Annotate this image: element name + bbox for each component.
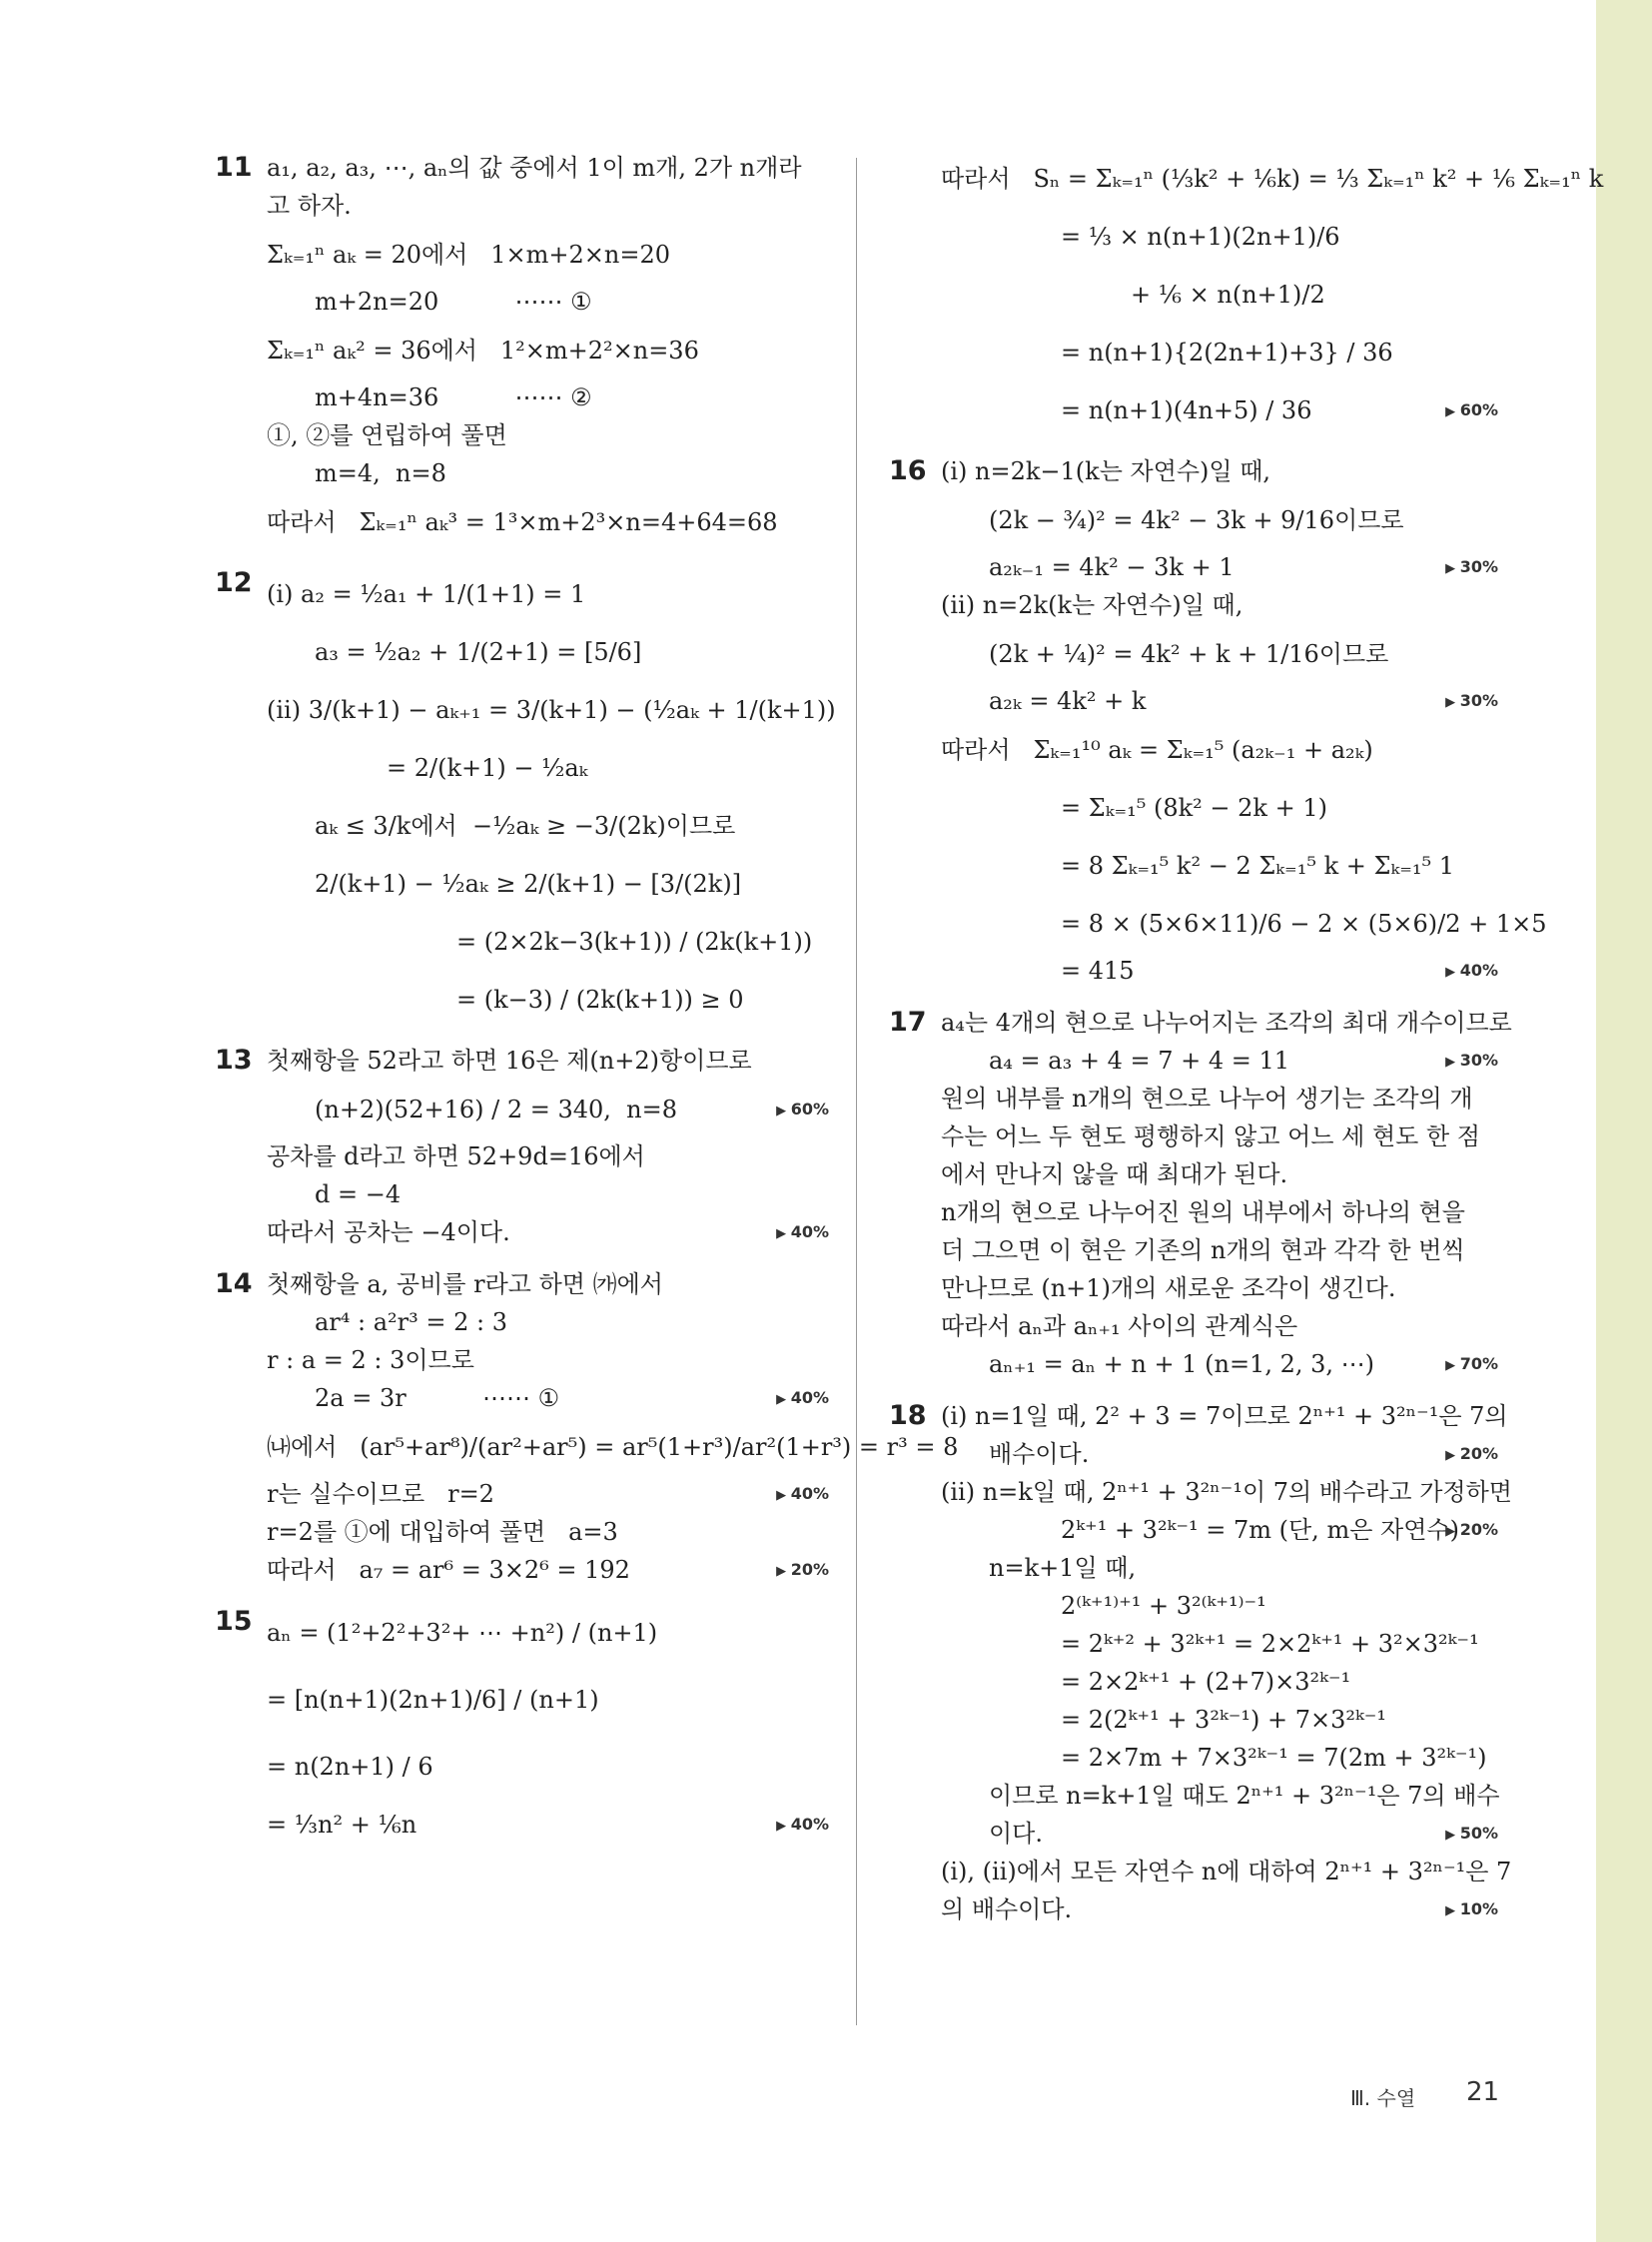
solution-text: ㈏에서 (ar⁵+ar⁸)/(ar²+ar⁵) = ar⁵(1+r³)/ar²(1+r³) = r³ = 8: [267, 1433, 959, 1461]
solution-body: [267, 150, 829, 551]
solution-line: [941, 1816, 1498, 1854]
solution-line: [267, 1418, 959, 1476]
solution-line: [267, 1604, 829, 1662]
solution-body: [941, 1005, 1512, 1384]
solution-line: [267, 322, 829, 379]
solution-text: n=k+1일 때,: [989, 1554, 1137, 1582]
score-percent-badge: ▶ 20%: [1445, 1512, 1498, 1550]
solution-text: = 2ᵏ⁺² + 3²ᵏ⁺¹ = 2×2ᵏ⁺¹ + 3²×3²ᵏ⁻¹: [1061, 1630, 1479, 1658]
solution-body: [267, 1043, 829, 1252]
solution-line: [267, 1043, 829, 1081]
solution-text: 따라서 Σₖ₌₁¹⁰ aₖ = Σₖ₌₁⁵ (a₂ₖ₋₁ + a₂ₖ): [941, 736, 1373, 764]
solution-text: 첫째항을 52라고 하면 16은 제(n+2)항이므로: [267, 1047, 752, 1075]
problem-18: [889, 1398, 1512, 1929]
solution-text: 따라서 공차는 −4이다.: [267, 1218, 510, 1246]
page-number: 21: [1466, 2077, 1500, 2107]
problem-13: [215, 1043, 829, 1252]
solution-line: [941, 895, 1547, 953]
solution-text: 2⁽ᵏ⁺¹⁾⁺¹ + 3²⁽ᵏ⁺¹⁾⁻¹: [1061, 1592, 1266, 1620]
solution-text: r는 실수이므로 r=2: [267, 1480, 494, 1508]
solution-text: = ⅓n² + ⅙n: [267, 1811, 417, 1839]
solution-line: [941, 381, 1498, 439]
solution-text: = ⅓ × n(n+1)(2n+1)/6: [1061, 223, 1340, 251]
score-percent-badge: ▶ 40%: [776, 1214, 829, 1252]
solution-line: [941, 1232, 1498, 1270]
solution-line: [941, 1550, 1498, 1588]
score-percent-badge: ▶ 10%: [1445, 1891, 1498, 1929]
problem-15: [215, 1604, 829, 1854]
problem-number: 12: [215, 567, 253, 598]
solution-line: [267, 188, 829, 226]
solution-line: [941, 1436, 1498, 1474]
solution-text: = 2/(k+1) − ½aₖ: [387, 754, 588, 782]
solution-text: a₂ₖ = 4k² + k: [989, 687, 1147, 715]
problem-number: 11: [215, 152, 253, 183]
solution-text: ar⁴ : a²r³ = 2 : 3: [315, 1308, 508, 1336]
problem-16: [889, 453, 1547, 991]
score-percent-badge: ▶ 40%: [776, 1796, 829, 1856]
solution-line: [941, 1664, 1498, 1702]
solution-text: Σₖ₌₁ⁿ aₖ² = 36에서 1²×m+2²×n=36: [267, 337, 699, 365]
solution-line: [267, 1476, 829, 1514]
score-percent-badge: ▶ 20%: [776, 1552, 829, 1590]
solution-line: [267, 1662, 829, 1738]
score-percent-badge: ▶ 30%: [1445, 1043, 1498, 1081]
solution-text: 따라서 aₙ과 aₙ₊₁ 사이의 관계식은: [941, 1312, 1298, 1340]
solution-text: 공차를 d라고 하면 52+9d=16에서: [267, 1142, 645, 1170]
solution-line: [267, 1176, 829, 1214]
page-side-band: [1596, 0, 1652, 2242]
solution-text: Σₖ₌₁ⁿ aₖ = 20에서 1×m+2×n=20: [267, 241, 670, 269]
problem-number: 15: [215, 1606, 253, 1637]
solution-line: [941, 1270, 1498, 1308]
solution-line: [941, 779, 1498, 837]
solution-text: m+4n=36 ⋯⋯ ②: [315, 383, 592, 411]
solution-text: = 8 × (5×6×11)/6 − 2 × (5×6)/2 + 1×5: [1061, 910, 1547, 938]
solution-line: [267, 1738, 829, 1796]
solution-line: [941, 324, 1498, 381]
solution-line: [941, 1156, 1498, 1194]
solution-line: [941, 266, 1498, 324]
solution-body: [941, 150, 1604, 439]
solution-text: (ⅰ) n=2k−1(k는 자연수)일 때,: [941, 457, 1271, 485]
solution-line: [267, 1342, 829, 1380]
solution-line: [941, 208, 1498, 266]
solution-text: aₙ₊₁ = aₙ + n + 1 (n=1, 2, 3, ⋯): [989, 1350, 1375, 1378]
solution-text: ①, ②를 연립하여 풀면: [267, 421, 507, 449]
solution-line: [941, 1005, 1512, 1043]
score-percent-badge: ▶ 60%: [776, 1081, 829, 1140]
solution-line: [267, 284, 829, 322]
problem-number: 16: [889, 455, 927, 486]
solution-text: 배수이다.: [989, 1440, 1090, 1468]
solution-text: n개의 현으로 나누어진 원의 내부에서 하나의 현을: [941, 1198, 1465, 1226]
solution-body: [941, 453, 1547, 991]
solution-text: 2/(k+1) − ½aₖ ≥ 2/(k+1) − [3/(2k)]: [315, 870, 742, 898]
score-percent-badge: ▶ 20%: [1445, 1436, 1498, 1474]
solution-text: 의 배수이다.: [941, 1895, 1073, 1923]
solution-line: [941, 491, 1498, 549]
solution-text: (ⅰ) a₂ = ½a₁ + 1/(1+1) = 1: [267, 580, 586, 608]
solution-text: + ⅙ × n(n+1)/2: [1131, 281, 1325, 309]
solution-text: = 2×2ᵏ⁺¹ + (2+7)×3²ᵏ⁻¹: [1061, 1668, 1351, 1696]
problem-number: 13: [215, 1045, 253, 1076]
footer-section-label: Ⅲ. 수열: [1350, 2086, 1416, 2110]
solution-line: [267, 493, 829, 551]
solution-body: [267, 565, 836, 1029]
solution-text: = 2(2ᵏ⁺¹ + 3²ᵏ⁻¹) + 7×3²ᵏ⁻¹: [1061, 1706, 1387, 1734]
solution-text: (n+2)(52+16) / 2 = 340, n=8: [315, 1096, 677, 1123]
solution-text: 더 그으면 이 현은 기존의 n개의 현과 각각 한 번씩: [941, 1236, 1465, 1264]
solution-line: [267, 855, 829, 913]
problem-12: [215, 565, 836, 1029]
problem-continued: [889, 150, 1604, 439]
solution-text: 이다.: [989, 1820, 1043, 1848]
solution-line: [941, 587, 1498, 625]
solution-text: aₖ ≤ 3/k에서 −½aₖ ≥ −3/(2k)이므로: [315, 812, 736, 840]
solution-text: (ⅱ) n=k일 때, 2ⁿ⁺¹ + 3²ⁿ⁻¹이 7의 배수라고 가정하면: [941, 1478, 1512, 1506]
solution-text: a₁, a₂, a₃, ⋯, aₙ의 값 중에서 1이 m개, 2가 n개라: [267, 154, 802, 182]
solution-text: a₄는 4개의 현으로 나누어지는 조각의 최대 개수이므로: [941, 1009, 1512, 1037]
score-percent-badge: ▶ 70%: [1445, 1346, 1498, 1384]
solution-line: [941, 1588, 1498, 1626]
solution-line: [267, 971, 829, 1029]
solution-text: a₂ₖ₋₁ = 4k² − 3k + 1: [989, 553, 1235, 581]
solution-line: [941, 1702, 1498, 1740]
right-column: [889, 150, 1604, 1943]
solution-text: a₃ = ½a₂ + 1/(2+1) = [5/6]: [315, 638, 642, 666]
score-percent-badge: ▶ 50%: [1445, 1816, 1498, 1854]
solution-text: 첫째항을 a, 공비를 r라고 하면 ㈎에서: [267, 1270, 663, 1298]
solution-text: m+2n=20 ⋯⋯ ①: [315, 288, 592, 316]
solution-text: (ⅰ), (ⅱ)에서 모든 자연수 n에 대하여 2ⁿ⁺¹ + 3²ⁿ⁻¹은 7: [941, 1858, 1512, 1885]
solution-text: (ⅱ) n=2k(k는 자연수)일 때,: [941, 591, 1243, 619]
solution-text: (2k + ¼)² = 4k² + k + 1/16이므로: [989, 640, 1389, 668]
solution-line: [941, 1081, 1498, 1119]
solution-line: [941, 1308, 1498, 1346]
solution-line: [941, 1346, 1498, 1384]
solution-line: [941, 683, 1498, 721]
solution-line: [267, 739, 829, 797]
solution-text: 따라서 Sₙ = Σₖ₌₁ⁿ (⅓k² + ⅙k) = ⅓ Σₖ₌₁ⁿ k² + ⅙ Σₖ₌₁ⁿ k: [941, 165, 1604, 193]
solution-line: [941, 549, 1498, 587]
solution-line: [941, 1891, 1498, 1929]
solution-text: m=4, n=8: [315, 459, 446, 487]
solution-text: = [n(n+1)(2n+1)/6] / (n+1): [267, 1686, 599, 1714]
solution-text: = 2×7m + 7×3²ᵏ⁻¹ = 7(2m + 3²ᵏ⁻¹): [1061, 1744, 1487, 1772]
solution-line: [941, 837, 1498, 895]
solution-line: [267, 681, 836, 739]
score-percent-badge: ▶ 40%: [1445, 953, 1498, 991]
score-percent-badge: ▶ 60%: [1445, 381, 1498, 441]
solution-text: 만나므로 (n+1)개의 새로운 조각이 생긴다.: [941, 1274, 1396, 1302]
problem-number: 17: [889, 1007, 927, 1038]
solution-text: 수는 어느 두 현도 평행하지 않고 어느 세 현도 한 점: [941, 1122, 1480, 1150]
problem-number: 18: [889, 1400, 927, 1431]
solution-line: [941, 1778, 1498, 1816]
solution-line: [267, 1304, 829, 1342]
solution-line: [267, 913, 829, 971]
solution-text: 이므로 n=k+1일 때도 2ⁿ⁺¹ + 3²ⁿ⁻¹은 7의 배수: [989, 1782, 1500, 1810]
solution-text: = 8 Σₖ₌₁⁵ k² − 2 Σₖ₌₁⁵ k + Σₖ₌₁⁵ 1: [1061, 852, 1455, 880]
solution-line: [941, 953, 1498, 991]
solution-line: [941, 1119, 1498, 1156]
solution-text: 고 하자.: [267, 192, 352, 220]
solution-line: [267, 1266, 829, 1304]
solution-line: [267, 1380, 829, 1418]
solution-text: = 415: [1061, 957, 1135, 985]
solution-line: [941, 1626, 1498, 1664]
solution-line: [267, 455, 829, 493]
solution-line: [267, 417, 829, 455]
solution-line: [941, 1398, 1508, 1436]
solution-text: (ⅰ) n=1일 때, 2² + 3 = 7이므로 2ⁿ⁺¹ + 3²ⁿ⁻¹은 7의: [941, 1402, 1508, 1430]
problem-11: [215, 150, 829, 551]
solution-line: [941, 721, 1498, 779]
score-percent-badge: ▶ 40%: [776, 1380, 829, 1418]
solution-text: 2a = 3r ⋯⋯ ①: [315, 1384, 560, 1412]
solution-line: [941, 1512, 1498, 1550]
score-percent-badge: ▶ 30%: [1445, 683, 1498, 721]
solution-text: d = −4: [315, 1180, 402, 1208]
solution-line: [941, 1194, 1498, 1232]
solution-text: = n(2n+1) / 6: [267, 1753, 433, 1781]
solution-body: [267, 1604, 829, 1854]
solution-text: (ⅱ) 3/(k+1) − aₖ₊₁ = 3/(k+1) − (½aₖ + 1/(k+1)): [267, 696, 836, 724]
solution-text: 2ᵏ⁺¹ + 3²ᵏ⁻¹ = 7m (단, m은 자연수): [1061, 1516, 1459, 1544]
solution-line: [941, 1474, 1512, 1512]
solution-line: [941, 453, 1498, 491]
solution-line: [267, 1138, 829, 1176]
solution-text: 에서 만나지 않을 때 최대가 된다.: [941, 1160, 1288, 1188]
solution-text: r : a = 2 : 3이므로: [267, 1346, 474, 1374]
solution-text: 원의 내부를 n개의 현으로 나누어 생기는 조각의 개: [941, 1085, 1473, 1113]
solution-line: [267, 1514, 829, 1552]
solution-text: aₙ = (1²+2²+3²+ ⋯ +n²) / (n+1): [267, 1619, 658, 1647]
solution-body: [941, 1398, 1512, 1929]
solution-text: 따라서 Σₖ₌₁ⁿ aₖ³ = 1³×m+2³×n=4+64=68: [267, 508, 778, 536]
solution-text: r=2를 ①에 대입하여 풀면 a=3: [267, 1518, 618, 1546]
solution-line: [941, 1740, 1498, 1778]
solution-line: [267, 379, 829, 417]
solution-line: [267, 1214, 829, 1252]
solution-line: [267, 623, 829, 681]
column-divider: [856, 158, 857, 2025]
solution-line: [267, 565, 829, 623]
solution-line: [941, 1043, 1498, 1081]
solution-line: [267, 1081, 829, 1138]
problem-17: [889, 1005, 1512, 1384]
solution-text: 따라서 a₇ = ar⁶ = 3×2⁶ = 192: [267, 1556, 630, 1584]
solution-text: = n(n+1){2(2n+1)+3} / 36: [1061, 339, 1393, 367]
solution-text: = n(n+1)(4n+5) / 36: [1061, 396, 1312, 424]
solution-text: = (k−3) / (2k(k+1)) ≥ 0: [456, 986, 744, 1014]
solution-line: [941, 625, 1498, 683]
score-percent-badge: ▶ 30%: [1445, 549, 1498, 587]
solution-line: [941, 150, 1604, 208]
solution-text: (2k − ¾)² = 4k² − 3k + 9/16이므로: [989, 506, 1404, 534]
solution-line: [941, 1854, 1512, 1891]
solution-line: [267, 1796, 829, 1854]
score-percent-badge: ▶ 40%: [776, 1476, 829, 1514]
solution-line: [267, 1552, 829, 1590]
solution-text: = (2×2k−3(k+1)) / (2k(k+1)): [456, 928, 813, 956]
solution-line: [267, 226, 829, 284]
solution-line: [267, 797, 829, 855]
solution-line: [267, 150, 829, 188]
solution-text: = Σₖ₌₁⁵ (8k² − 2k + 1): [1061, 794, 1327, 822]
solution-text: a₄ = a₃ + 4 = 7 + 4 = 11: [989, 1047, 1290, 1075]
problem-number: 14: [215, 1268, 253, 1299]
